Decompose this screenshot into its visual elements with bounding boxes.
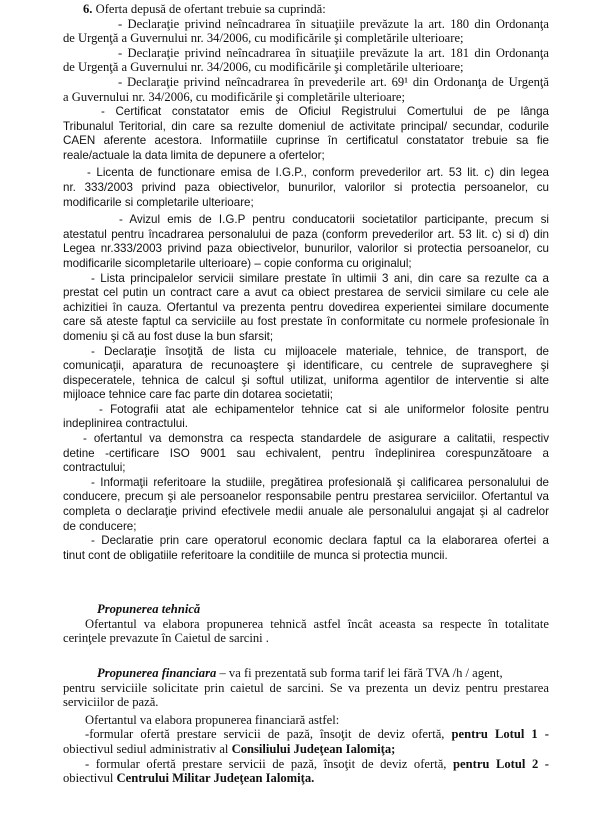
aviz-line-2: atestatul pentru încadrarea personalului de paza (conform prevederilor art. 53 lit. c) si d) din (63, 227, 549, 241)
lot-1-line-1 (63, 727, 549, 742)
lot-1-text: -formular ofertă prestare servicii de pază, însoţit de deviz ofertă, (85, 727, 445, 742)
financiara-para-2: Ofertantul va elabora propunerea financiară astfel: (85, 712, 340, 727)
info-line-2: conducere, precum şi ale persoanelor responsabile pentru prestarea serviciilor. Ofertantul va (63, 490, 549, 504)
cert-line-1: - Certificat constatator emis de Oficiul Registrului Comertului de pe lânga (101, 105, 549, 118)
dotare-line-4: mijloace tehnice care fac parte din dotarea societatii; (63, 388, 334, 402)
standard-line-3: contractului; (63, 461, 126, 475)
section-6 (63, 2, 549, 104)
lic-line-1: - Licenta de functionare emisa de I.G.P., conform prevederilor art. 53 lit. c) din legea (87, 166, 549, 180)
info-line-4: de conducere; (63, 519, 137, 533)
financiara-title: Propunerea financiara (97, 666, 217, 680)
standard-line-2: detine -certificare ISO 9001 sau echivalent, pentru îndeplinirea corespunzătoare a (63, 446, 549, 460)
lot-1-objective: obiectivul sediul administrativ al (63, 741, 232, 756)
lista-line-4: care să ateste faptul ca serviciile au fost prestate în conformitate cu normele profesionale în (63, 315, 549, 329)
financiara-para-line-2: pentru serviciile solicitate prin caietul de sarcini. Se va prezenta un deviz pentru prestarea (63, 680, 549, 695)
info-line-1: - Informaţii referitoare la studiile, pregătirea profesională şi calificarea personalului de (91, 475, 549, 489)
financiara-para-line-3: serviciilor de pază. (63, 695, 159, 710)
foto-line-1: - Fotografii atat ale echipamentelor tehnice cat si ale uniformelor folosite pentru (99, 402, 549, 416)
lot-2-line-1 (63, 757, 549, 772)
standard-line-1: - ofertantul va demonstra ca respecta standardele de asigurare a calitatii, respectiv (83, 432, 549, 446)
info-line-3: completa o declaraţie privind efectivele medii anuale ale personalului angajat şi al cadrelor (63, 505, 549, 519)
decl-69-line-2: a Guvernului nr. 34/2006, cu modificările şi completările ulterioare; (63, 89, 406, 104)
cert-line-2: Tribunalul Teritorial, din care sa rezulte domeniul de activitate principal/ secundar, codurile (63, 119, 549, 133)
obligatii-line-2: tinut cont de obligatiile referitoare la conditiile de munca si protectia muncii. (63, 548, 448, 562)
lot-2-text: - formular ofertă prestare servicii de pază, însoţit de deviz ofertă, (85, 756, 447, 771)
decl-181-line-1: - Declaraţie privind neîncadrarea în situaţiile prevăzute la art. 181 din Ordonanţa (118, 45, 549, 60)
decl-180-line-2: de Urgenţă a Guvernului nr. 34/2006, cu modificările şi completările ulterioare; (63, 31, 464, 46)
lot-2-label: pentru Lotul 2 - (453, 756, 549, 771)
lista-line-5: domeniu şi că au fost duse la bun sfarsit; (63, 329, 274, 343)
aviz-line-4: modificarile sicompletarile ulterioare) – copie conforma cu originalul; (63, 256, 412, 270)
aviz-line-3: Legea nr.333/2003 privind paza obiectivelor, bunurilor, valorilor si protectia persoanelor, cu (63, 242, 549, 256)
dotare-line-1: - Declaraţie însoţită de lista cu mijloacele materiale, tehnice, de transport, de (91, 344, 549, 358)
lot-1-beneficiary: Consiliului Judeţean Ialomiţa; (231, 741, 396, 756)
lot-2-objective: obiectivul (63, 771, 117, 786)
propunerea-tehnica (63, 602, 549, 646)
lot-2-beneficiary: Centrului Militar Judeţean Ialomiţa. (116, 771, 315, 786)
lic-line-3: modificarile si completarile ulterioare; (63, 195, 254, 209)
section-number: 6. (83, 2, 93, 16)
aviz-line-1: - Avizul emis de I.G.P pentru conducatorii societatilor participante, precum si (119, 213, 549, 227)
decl-181-line-2: de Urgenţă a Guvernului nr. 34/2006, cu modificările şi completările ulterioare; (63, 60, 464, 75)
foto-line-2: indeplinirea contractului. (63, 417, 189, 431)
requirements-block (63, 105, 549, 563)
decl-180-line-1: - Declaraţie privind neîncadrarea în situaţiile prevăzute la art. 180 din Ordonanţa (118, 16, 549, 31)
propunerea-financiara (63, 666, 549, 786)
tehnica-para-line-2: cerinţele prevazute în Caietul de sarcini . (63, 631, 269, 646)
lot-1-label: pentru Lotul 1 - (451, 727, 549, 742)
lista-line-1: - Lista principalelor servicii similare prestate în ultimii 3 ani, din care sa rezulte ca a (91, 271, 549, 285)
obligatii-line-1: - Declaratie prin care operatorul economic declara faptul ca la elaborarea ofertei a (91, 534, 549, 548)
cert-line-4: reale/actuale la data limita de depunere a ofertelor; (63, 148, 325, 162)
tehnica-para-line-1: Ofertantul va elabora propunerea tehnică astfel încât aceasta sa respecte în totalitate (85, 616, 549, 631)
financiara-intro: – va fi prezentată sub forma tarif lei fără TVA /h / agent, (216, 666, 503, 680)
cert-line-3: CAEN aferente acestora. Informatiile cuprinse în certificatul constatator trebuie sa fie (63, 134, 549, 148)
lista-line-2: prestat cel putin un contract care a avut ca obiect prestarea de servicii similare cu cele ale (63, 286, 549, 300)
lista-line-3: achizitiei în cauza. Ofertantul va prezenta pentru dovedirea experientei similare documente (63, 300, 549, 314)
dotare-line-3: dispeceratele, tehnica de calcul şi softul utilizat, uniforma agentilor de interventie si alte (63, 373, 549, 387)
lic-line-2: nr. 333/2003 privind paza obiectivelor, bunurilor, valorilor si protectia persoanelor, cu (63, 180, 549, 194)
dotare-line-2: comunicaţii, aparatura de recunoaştere şi identificare, cu centrele de supraveghere şi (63, 359, 549, 373)
section-heading: Oferta depusă de ofertant trebuie sa cuprindă: (95, 2, 326, 16)
tehnica-title: Propunerea tehnică (97, 602, 201, 616)
decl-69-line-1: - Declaraţie privind neîncadrarea în prevederile art. 69¹ din Ordonanţa de Urgenţă (118, 74, 549, 89)
